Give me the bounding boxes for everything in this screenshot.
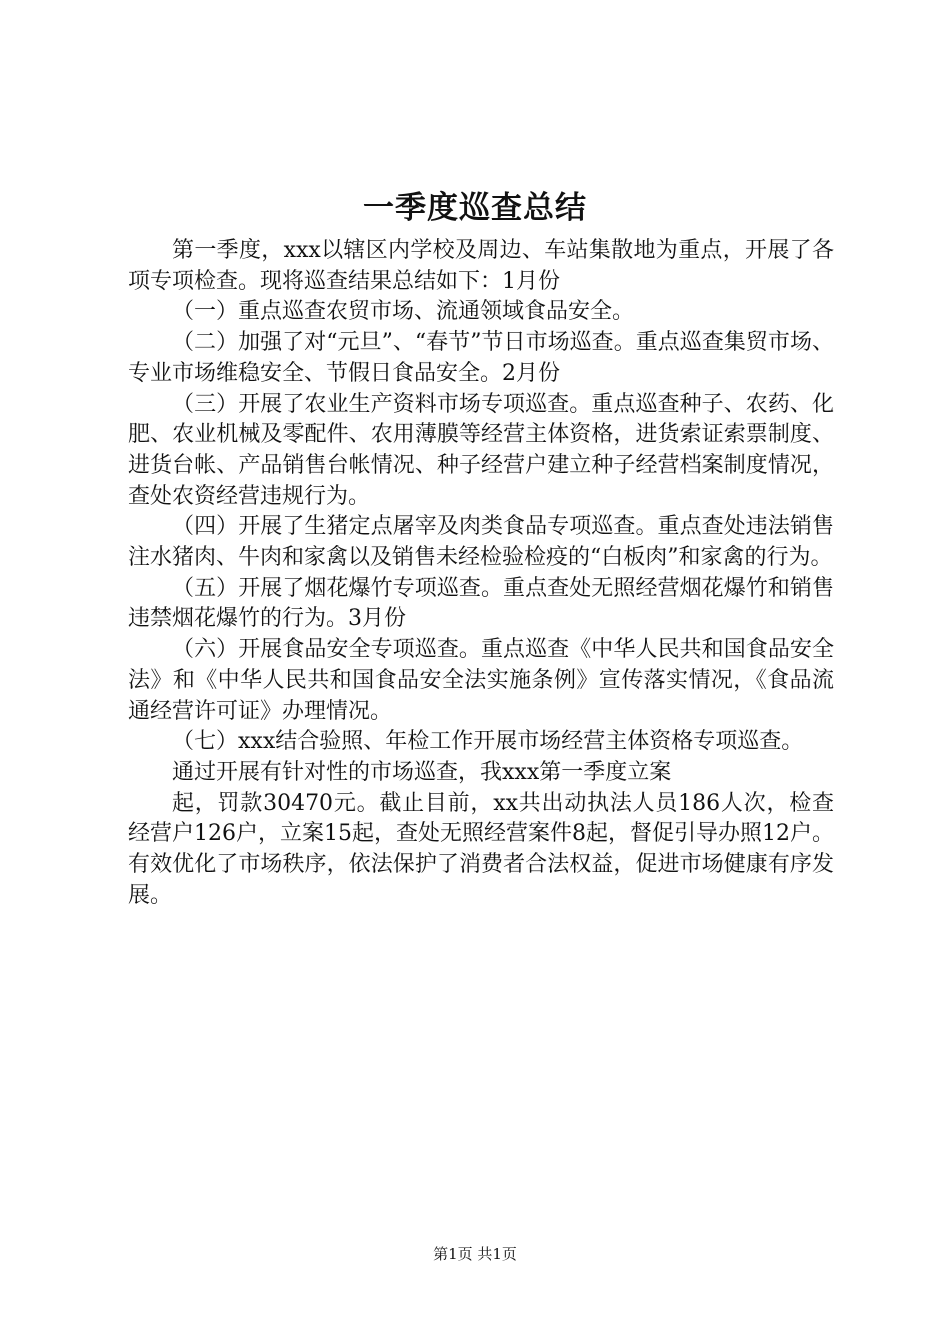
paragraph-summary-lead: 通过开展有针对性的市场巡查，我xxx第一季度立案 <box>172 759 672 785</box>
paragraph-item-3: （三）开展了农业生产资料市场专项巡查。重点巡查种子、农药、化肥、农业机械及零配件、农用薄膜等经营主体资格，进货索证索票制度、进货台帐、产品销售台帐情况、种子经营户建立种子经营档案制度情况，查处农资经营违规行为。 <box>128 391 834 509</box>
paragraph-item-4: （四）开展了生猪定点屠宰及肉类食品专项巡查。重点查处违法销售注水猪肉、牛肉和家禽以及销售未经检验检疫的“白板肉”和家禽的行为。 <box>128 514 834 571</box>
paragraph-item-5: （五）开展了烟花爆竹专项巡查。重点查处无照经营烟花爆竹和销售违禁烟花爆竹的行为。3月份 <box>128 575 834 632</box>
paragraph-item-1: （一）重点巡查农贸市场、流通领域食品安全。 <box>172 299 635 325</box>
page-footer: 第1页 共1页 <box>433 1245 517 1263</box>
paragraph-summary: 起，罚款30470元。截止目前，xx共出动执法人员186人次，检查经营户126户，立案15起，查处无照经营案件8起，督促引导办照12户。有效优化了市场秩序，依法保护了消费者合法权益，促进市场健康有序发展。 <box>128 790 834 908</box>
paragraph-intro: 第一季度，xxx以辖区内学校及周边、车站集散地为重点，开展了各项专项检查。现将巡查结果总结如下：1月份 <box>128 238 834 294</box>
document-body <box>128 236 834 911</box>
document-title: 一季度巡查总结 <box>363 190 587 226</box>
paragraph-item-7: （七）xxx结合验照、年检工作开展市场经营主体资格专项巡查。 <box>172 729 804 755</box>
paragraph-item-6: （六）开展食品安全专项巡查。重点巡查《中华人民共和国食品安全法》和《中华人民共和国食品安全法实施条例》宣传落实情况，《食品流通经营许可证》办理情况。 <box>128 637 834 724</box>
paragraph-item-2: （二）加强了对“元旦”、“春节”节日市场巡查。重点巡查集贸市场、专业市场维稳安全、节假日食品安全。2月份 <box>128 330 834 386</box>
